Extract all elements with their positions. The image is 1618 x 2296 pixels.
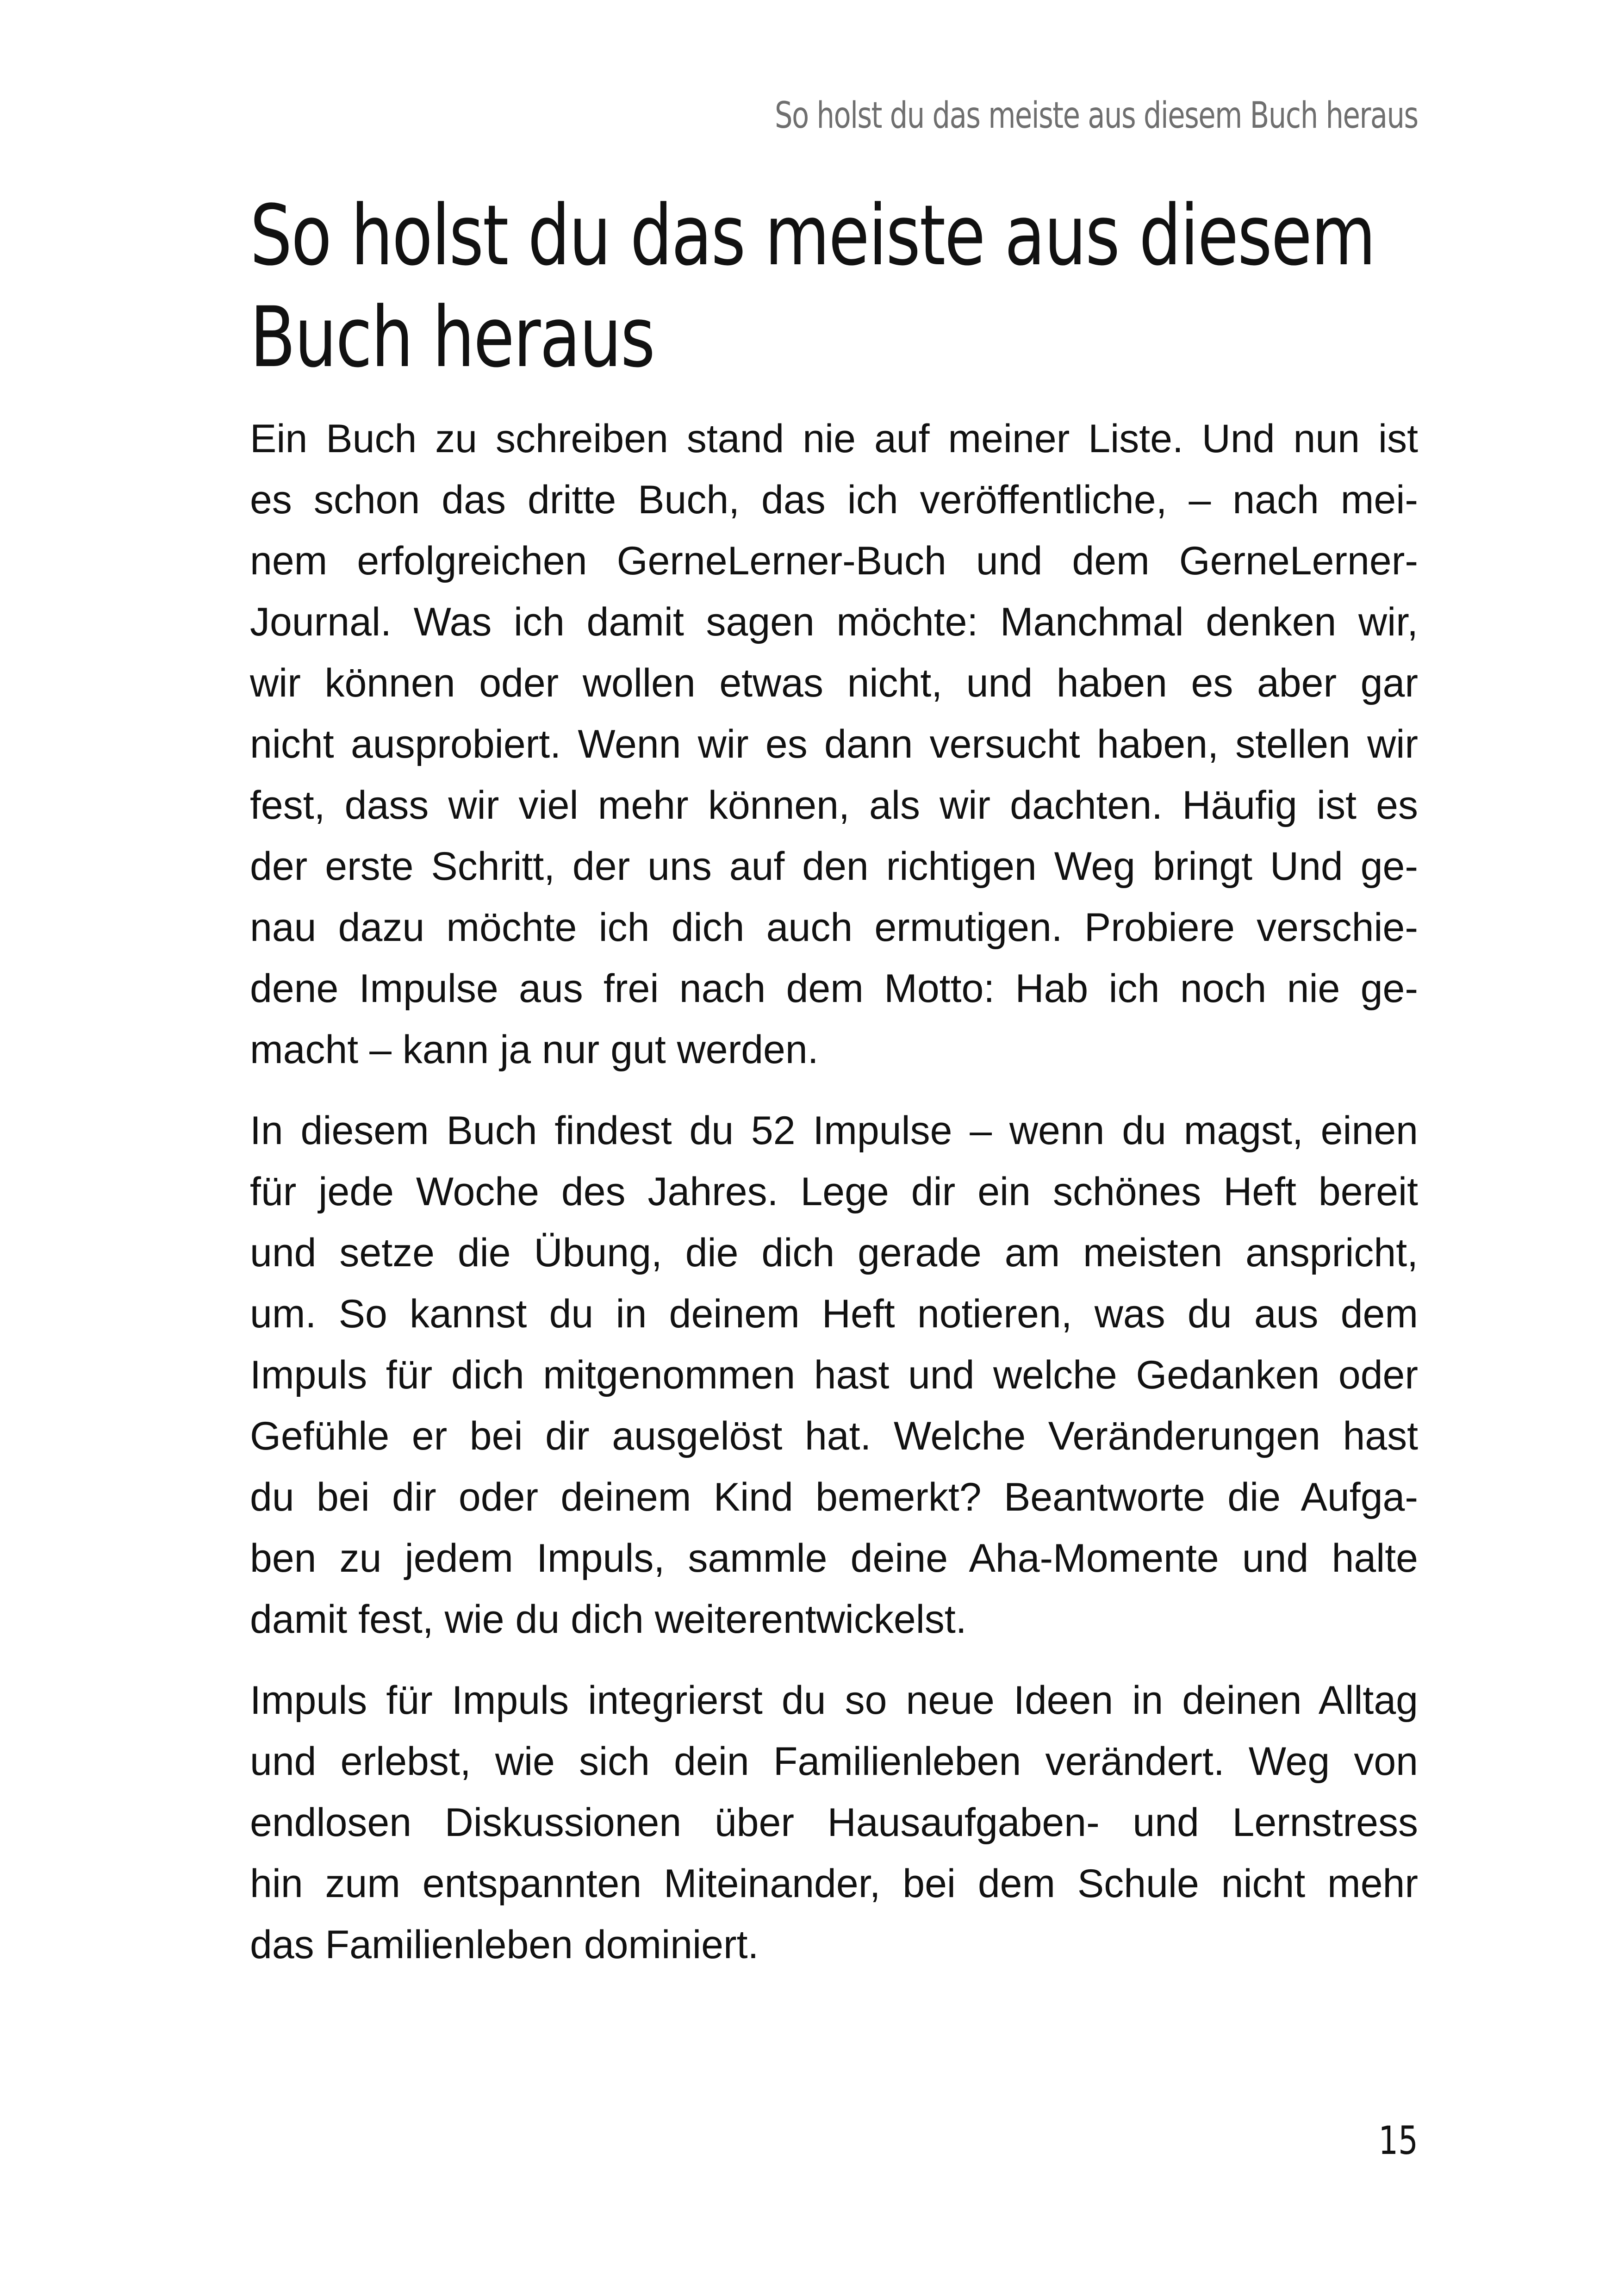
text-line: In diesem Buch findest du 52 Impulse – wenn du magst, einen [250, 1108, 1418, 1153]
text-line: Impuls für Impuls integrierst du so neue Ideen in deinen Alltag [250, 1678, 1418, 1723]
body-text [250, 408, 1418, 1995]
chapter-title [250, 185, 1375, 389]
text-line: Gefühle er bei dir ausgelöst hat. Welche Veränderungen hast [250, 1414, 1418, 1458]
chapter-title-line: Buch heraus [250, 289, 654, 386]
text-line: Journal. Was ich damit sagen möchte: Manchmal denken wir, [250, 600, 1418, 644]
text-line: für jede Woche des Jahres. Lege dir ein schönes Heft bereit [250, 1170, 1418, 1214]
text-line: hin zum entspannten Miteinander, bei dem Schule nicht mehr [250, 1861, 1418, 1906]
text-line: nicht ausprobiert. Wenn wir es dann versucht haben, stellen wir [250, 722, 1418, 766]
text-line: wir können oder wollen etwas nicht, und haben es aber gar [250, 661, 1418, 705]
chapter-title-line: So holst du das meiste aus diesem [250, 187, 1375, 284]
text-line: es schon das dritte Buch, das ich veröffentliche, – nach mei- [250, 478, 1418, 522]
text-line: endlosen Diskussionen über Hausaufgaben- und Lernstress [250, 1800, 1418, 1845]
text-line: macht – kann ja nur gut werden. [250, 1027, 819, 1072]
paragraph-3 [250, 1670, 1418, 1975]
text-line: und setze die Übung, die dich gerade am meisten anspricht, [250, 1231, 1418, 1275]
text-line: dene Impulse aus frei nach dem Motto: Hab ich noch nie ge- [250, 966, 1418, 1011]
page-number: 15 [1378, 2118, 1418, 2163]
running-header: So holst du das meiste aus diesem Buch heraus [775, 95, 1418, 137]
text-line: um. So kannst du in deinem Heft notieren, was du aus dem [250, 1292, 1418, 1336]
text-line: Ein Buch zu schreiben stand nie auf meiner Liste. Und nun ist [250, 417, 1418, 461]
text-line: damit fest, wie du dich weiterentwickelst. [250, 1597, 967, 1642]
text-line: ben zu jedem Impuls, sammle deine Aha-Momente und halte [250, 1536, 1418, 1580]
paragraph-2 [250, 1100, 1418, 1650]
text-line: Impuls für dich mitgenommen hast und welche Gedanken oder [250, 1353, 1418, 1397]
text-line: und erlebst, wie sich dein Familienleben verändert. Weg von [250, 1739, 1418, 1784]
text-line: der erste Schritt, der uns auf den richtigen Weg bringt Und ge- [250, 844, 1418, 889]
text-line: nau dazu möchte ich dich auch ermutigen. Probiere verschie- [250, 905, 1418, 950]
paragraph-1 [250, 408, 1418, 1080]
text-line: das Familienleben dominiert. [250, 1923, 759, 1967]
text-line: fest, dass wir viel mehr können, als wir dachten. Häufig ist es [250, 783, 1418, 828]
text-line: du bei dir oder deinem Kind bemerkt? Beantworte die Aufga- [250, 1475, 1418, 1519]
text-line: nem erfolgreichen GerneLerner-Buch und dem GerneLerner- [250, 539, 1418, 583]
